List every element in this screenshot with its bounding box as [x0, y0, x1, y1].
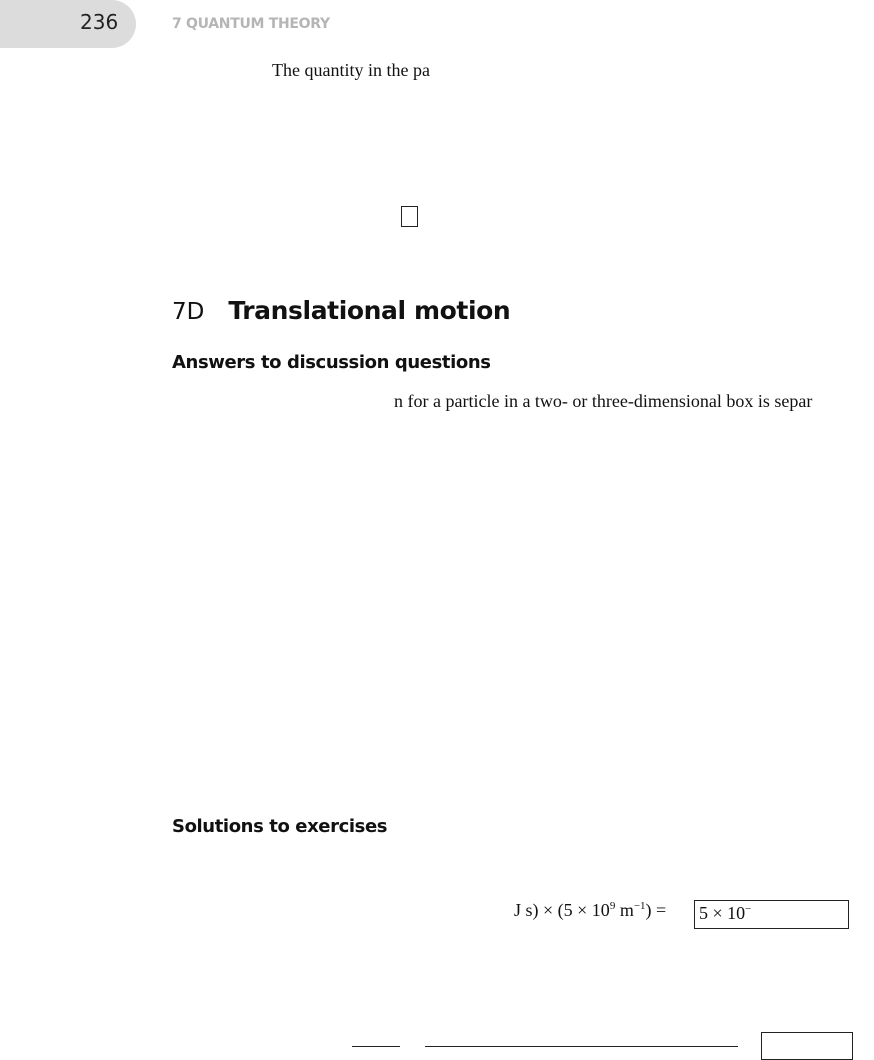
running-head: 7 QUANTUM THEORY [172, 16, 330, 32]
equation-exponent-2: −1 [633, 900, 646, 912]
fraction-bar-short [352, 1046, 400, 1047]
section-number: 7D [172, 299, 205, 325]
section-title: Translational motion [228, 296, 511, 325]
section-heading [172, 296, 510, 325]
equation-exponent-1: 9 [609, 900, 616, 912]
equation-middle: m [615, 900, 634, 920]
discussion-subheading: Answers to discussion questions [172, 352, 491, 373]
fraction-bar-long [425, 1046, 738, 1047]
intro-text-fragment: The quantity in the pa [272, 60, 430, 80]
boxed-result [694, 900, 849, 929]
end-of-proof-box [401, 206, 418, 227]
equation-units: J s) × (5 × 10 [514, 900, 610, 920]
equation-line [514, 900, 666, 921]
boxed-result-bottom [761, 1032, 853, 1060]
result-base: 5 × 10 [699, 903, 746, 923]
equation-close: ) = [645, 900, 667, 920]
exercises-subheading: Solutions to exercises [172, 816, 388, 837]
discussion-text-fragment: n for a particle in a two- or three-dimensional box is separ [394, 391, 813, 411]
page-number: 236 [80, 10, 119, 34]
result-exponent: − [745, 903, 752, 915]
